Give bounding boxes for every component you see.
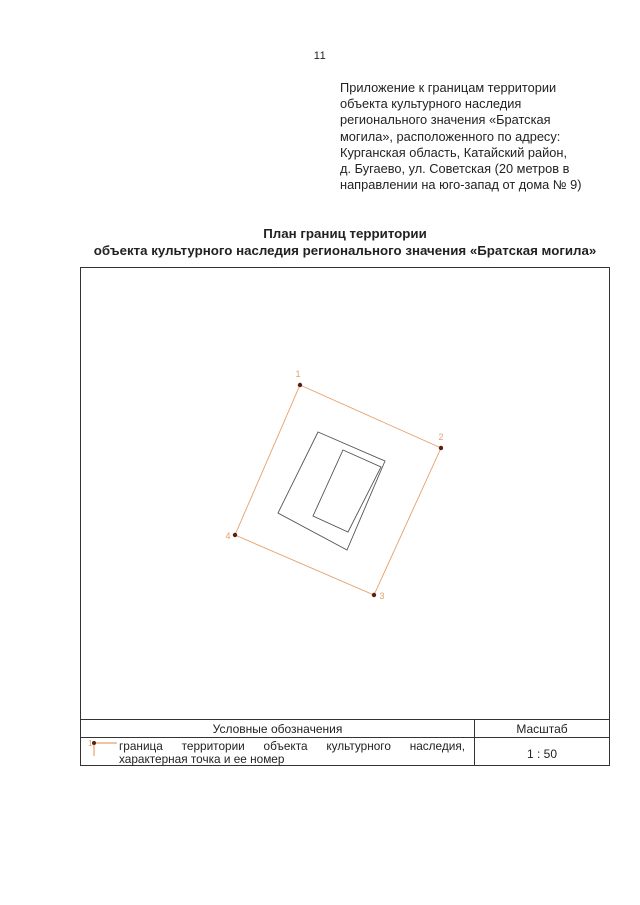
plan-title bbox=[0, 226, 640, 259]
appendix-line: регионального значения «Братская bbox=[340, 112, 551, 128]
boundary-polygon bbox=[235, 385, 444, 595]
legend-description bbox=[119, 740, 465, 765]
legend-table bbox=[81, 719, 609, 766]
plan-drawing-area bbox=[81, 268, 609, 719]
legend-text-line1: граница территории объекта культурного наследия, bbox=[119, 739, 465, 753]
scale-header: Масштаб bbox=[516, 722, 568, 736]
boundary-point-3 bbox=[372, 593, 376, 597]
boundary-point-label-2: 2 bbox=[438, 432, 444, 442]
appendix-line: д. Бугаево, ул. Советская (20 метров в bbox=[340, 161, 570, 177]
boundary-point-4 bbox=[233, 533, 237, 537]
appendix-line: Приложение к границам территории bbox=[340, 80, 557, 95]
boundary-point-2 bbox=[439, 446, 443, 450]
appendix-note bbox=[340, 80, 620, 193]
appendix-line: объекта культурного наследия bbox=[340, 96, 522, 112]
appendix-line: Курганская область, Катайский район, bbox=[340, 144, 568, 160]
boundary-point-1 bbox=[298, 383, 302, 387]
boundary-point-label-3: 3 bbox=[379, 591, 385, 601]
plan-drawing bbox=[81, 268, 609, 719]
building-outline-inner bbox=[313, 450, 381, 532]
boundary-point-label-1: 1 bbox=[295, 369, 301, 379]
appendix-line: могила», расположенного по адресу: bbox=[340, 128, 561, 144]
boundary-line-legend-icon bbox=[86, 739, 118, 759]
plan-frame bbox=[80, 267, 610, 766]
legend-divider-horizontal bbox=[81, 737, 609, 738]
legend-text-line2: характерная точка и ее номер bbox=[119, 751, 285, 766]
legend-point bbox=[92, 741, 96, 745]
scale-value: 1 : 50 bbox=[526, 747, 558, 761]
plan-title-line2: объекта культурного наследия регионального значения «Братская могила» bbox=[93, 242, 597, 258]
legend-point-label: 1 bbox=[88, 739, 93, 748]
appendix-line: направлении на юго-запад от дома № 9) bbox=[340, 177, 582, 193]
plan-title-line1: План границ территории bbox=[263, 226, 427, 241]
boundary-point-label-4: 4 bbox=[225, 531, 231, 541]
page-number: 11 bbox=[313, 50, 327, 62]
legend-header: Условные обозначения bbox=[212, 722, 343, 736]
